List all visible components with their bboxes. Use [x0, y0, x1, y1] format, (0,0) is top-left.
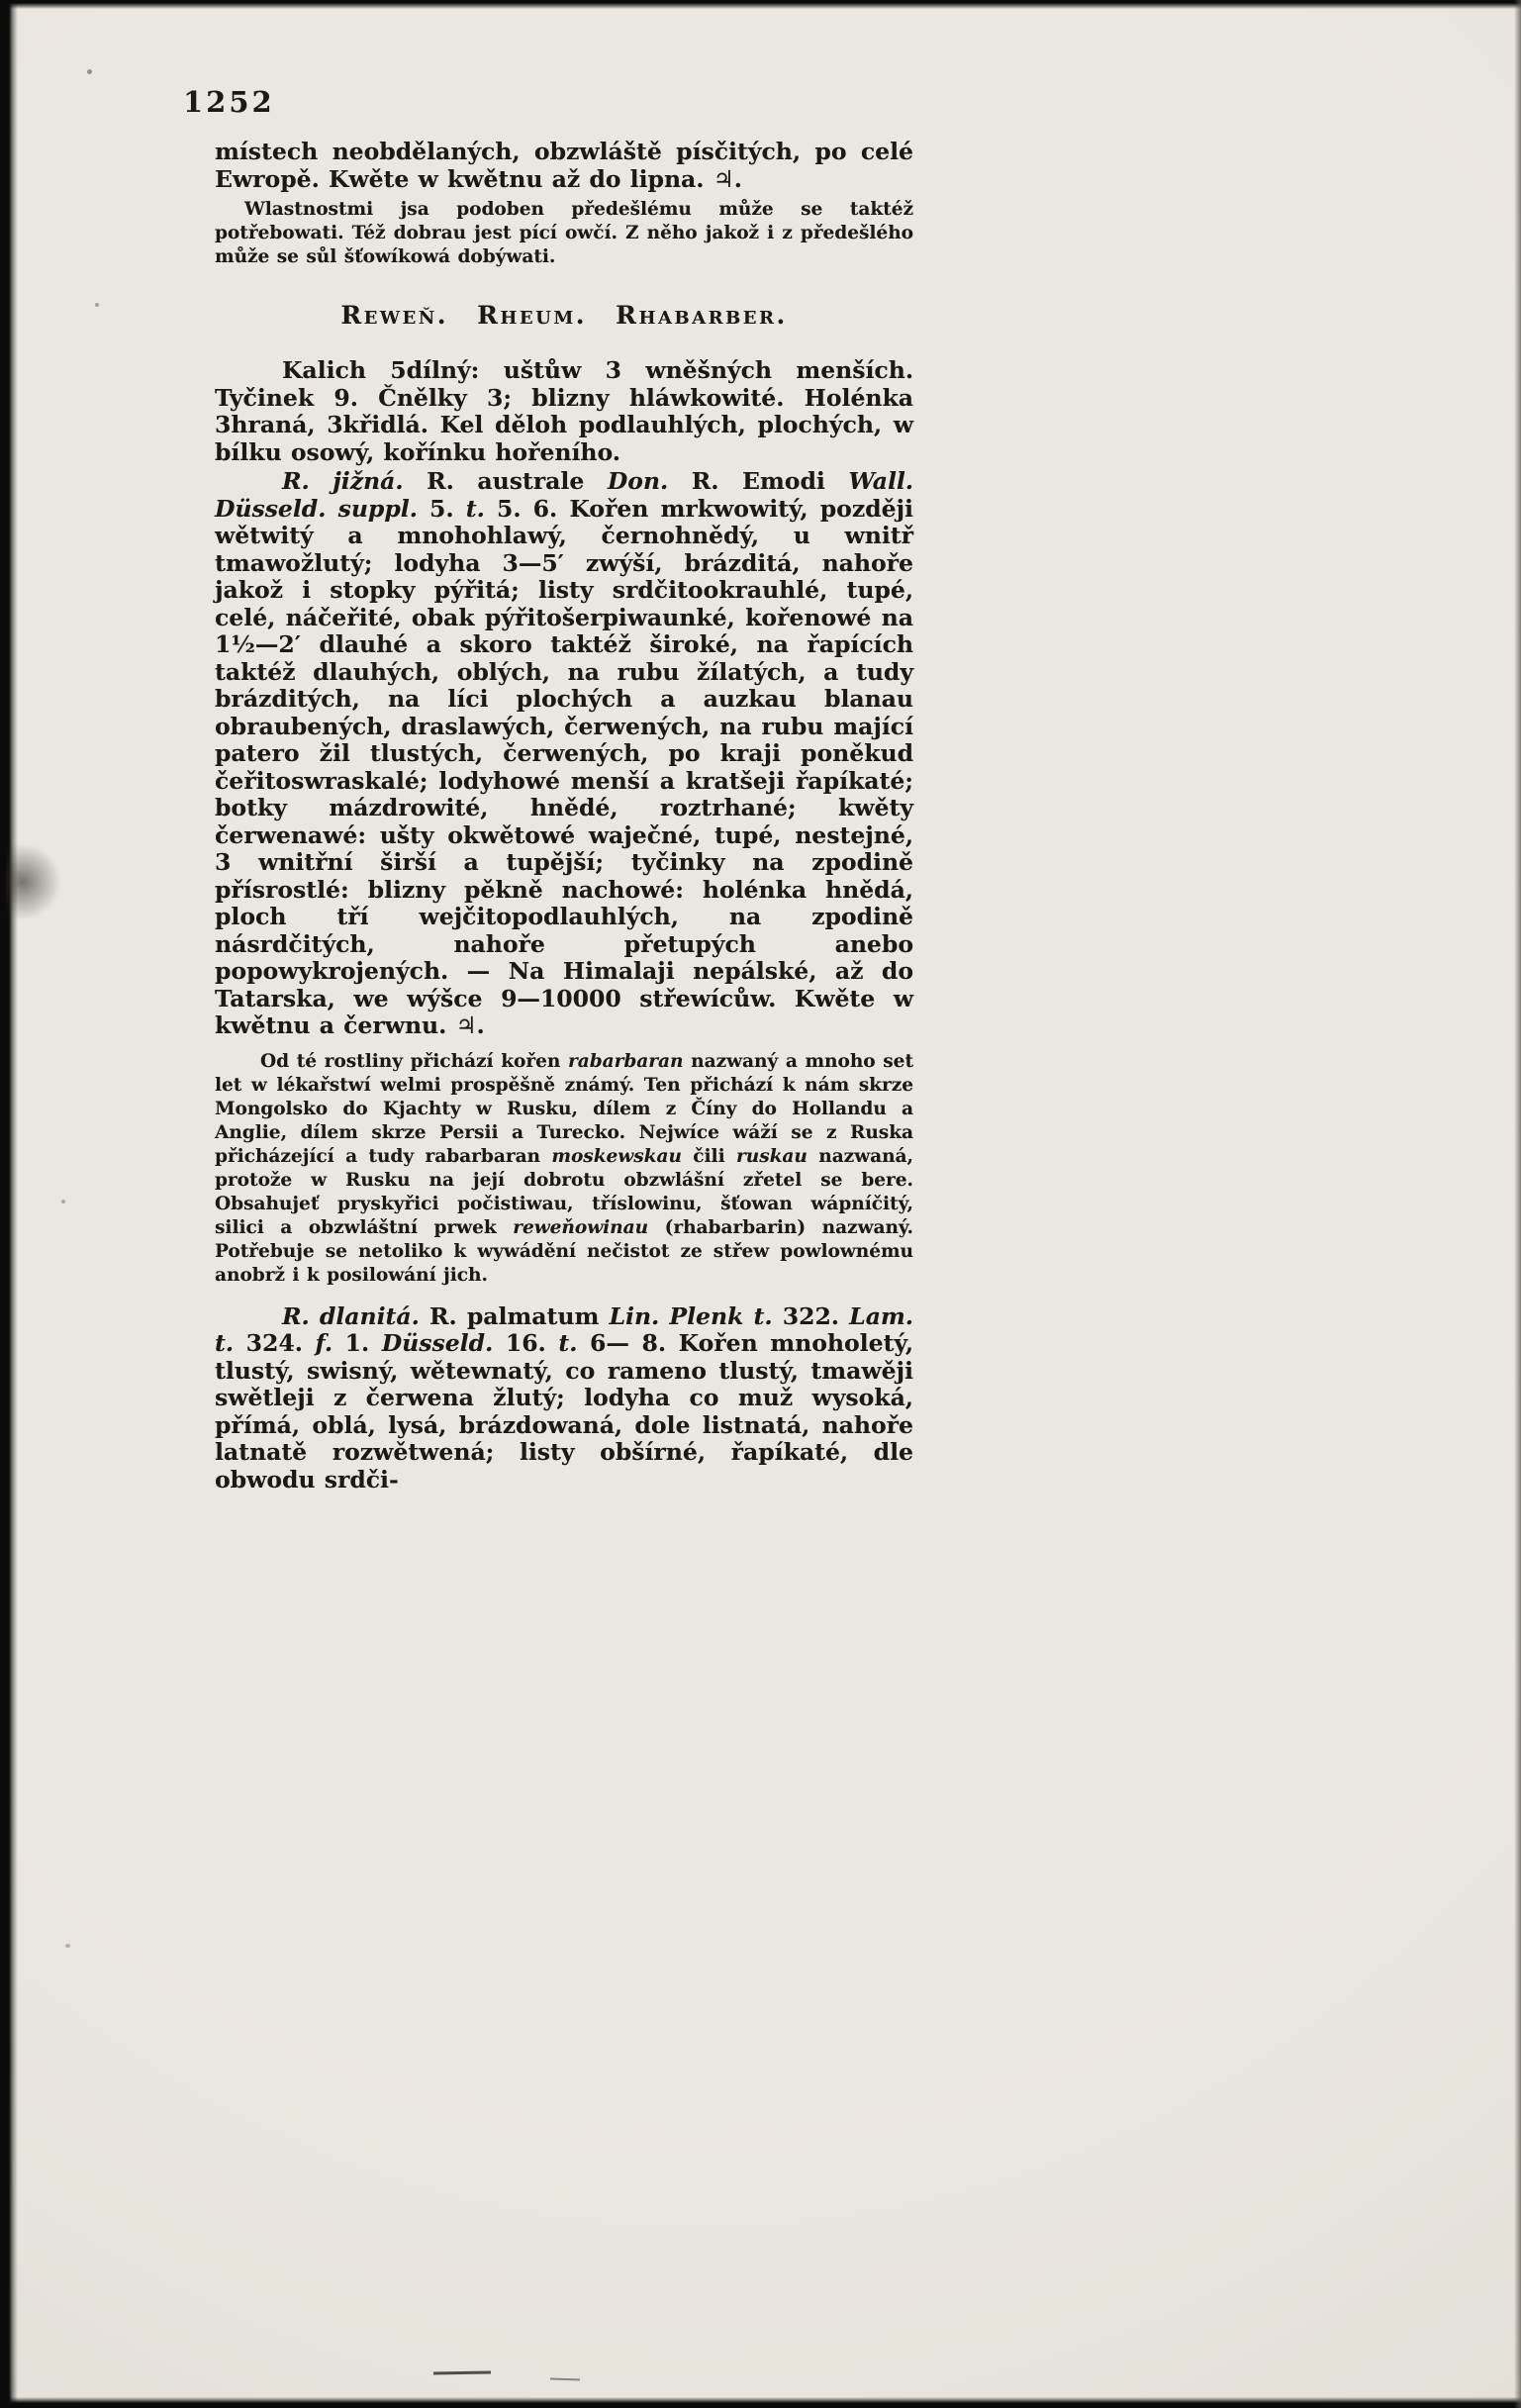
text-segment: moskewskau	[551, 1145, 682, 1167]
ink-speck	[65, 1944, 70, 1948]
text-segment: 324.	[234, 1329, 316, 1357]
ink-speck	[95, 303, 99, 307]
scan-edge-top	[0, 0, 1521, 9]
scan-edge-bottom	[0, 2397, 1521, 2408]
text-segment: R. jižná.	[282, 467, 404, 495]
genus-description-paragraph	[215, 357, 913, 466]
species-palmatum-paragraph	[215, 1303, 913, 1494]
text-segment: Düsseld.	[381, 1329, 494, 1357]
text-segment: (rhabarbarin) nazwaný. Potřebuje se netoliko k wywádění nečistot ze střew powlownému anobrž i k posilowání jich.	[215, 1216, 913, 1286]
text-segment: R. australe	[403, 467, 608, 495]
ink-speck	[61, 1200, 65, 1204]
text-segment: rabarbaran	[567, 1050, 684, 1072]
text-segment: Kalich 5dílný: uštůw 3 wněšných menších. Tyčinek 9. Čnělky 3; blizny hláwkowité. Holénka 3hraná, 3křidlá. Kel děloh podlauhlých, plochých, w bílku osowý, kořínku hořeního.	[215, 356, 913, 466]
text-segment: reweňowinau	[513, 1216, 649, 1238]
scan-artifact-mark	[433, 2370, 491, 2374]
text-segment: 1.	[333, 1329, 382, 1357]
text-segment: R. dlanitá.	[282, 1301, 420, 1330]
text-segment: 5.	[417, 494, 466, 523]
rhubarb-trade-note	[215, 1050, 913, 1288]
page-number: 1252	[183, 85, 275, 119]
text-block	[215, 139, 913, 1493]
section-heading: Reweň. Rheum. Rhabarber.	[340, 301, 788, 330]
text-segment: čili	[681, 1145, 736, 1167]
text-segment: R. Emodi	[668, 467, 849, 495]
text-segment: Don.	[607, 467, 669, 495]
text-segment: ruskau	[736, 1145, 808, 1167]
species-australe-paragraph	[215, 468, 913, 1040]
text-segment: místech neobdělaných, obzwláště písčitých, po celé Ewropě. Kwěte w kwětnu až do lipna. ♃.	[215, 138, 913, 193]
text-segment: Wlastnostmi jsa podoben předešlému může se taktéž potřebowati. Též dobrau jest pící owčí. Z něho jakož i z předešlého může se sůl šťowíkowá dobýwati.	[215, 199, 913, 267]
continuation-paragraph	[215, 139, 913, 193]
text-segment: Wall. Düsseld. suppl.	[215, 467, 913, 523]
text-segment: 16.	[493, 1329, 559, 1357]
text-segment: nazwaný a mnoho set let w lékařstwí welmi prospěšně známý. Ten přichází k nám skrze Mongolsko do Kjachty w Rusku, dílem z Číny do Hollandu a Anglie, dílem skrze Persii a Turecko. Nejwíce wáží se z Ruska přicházející a tudy rabarbaran	[215, 1050, 913, 1167]
text-segment: Lam. t.	[215, 1301, 913, 1357]
scan-artifact-mark	[550, 2377, 580, 2380]
text-segment: 6— 8. Kořen mnoholetý, tlustý, swisný, wětewnatý, co rameno tlustý, tmawěji swětleji z čerwena žlutý; lodyha co muž wysoká, přímá, oblá, lysá, brázdowaná, dole listnatá, nahoře latnatě rozwětwená; listy obšírné, řapíkaté, dle obwodu srdči-	[215, 1329, 913, 1493]
text-segment: 322.	[772, 1301, 850, 1330]
fodder-note	[215, 198, 913, 269]
scan-edge-left	[0, 0, 18, 2408]
text-segment: nazwaná, protože w Rusku na její dobrotu obzwlášní zřetel se bere. Obsahujeť pryskyřici počistiwau, tříslowinu, šťowan wápníčitý, silici a obzwláštní prwek	[215, 1145, 913, 1238]
ink-smudge	[6, 843, 61, 920]
text-segment: R. palmatum	[419, 1301, 610, 1330]
text-segment: f.	[315, 1329, 333, 1357]
ink-speck	[87, 69, 92, 74]
scan-edge-right	[1514, 0, 1521, 2408]
text-segment: 5. 6. Kořen mrkwowitý, později wětwitý a mnohohlawý, černohnědý, u wnitř tmawožlutý; lodyha 3—5′ zwýší, brázditá, nahoře jakož i stopky pýřitá; listy srdčitookrauhlé, tupé, celé, náčeřité, obak pýřitošerpiwaunké, kořenowé na 1½—2′ dlauhé a skoro taktéž široké, na řapících taktéž dlauhých, oblých, na rubu žílatých, a tudy brázditých, na líci plochých a auzkau blanau obraubených, draslawých, čerwených, na rubu mající patero žil tlustých, čerwených, po kraji poněkud čeřitoswraskalé; lodyhowé menší a kratšeji řapíkaté; botky mázdrowité, hnědé, roztrhané; kwěty čerwenawé: ušty okwětowé waječné, tupé, nestejné, 3 wnitřní širší a tupější; tyčinky na zpodině přísrostlé: blizny pěkně nachowé: holénka hnědá, ploch tří wejčitopodlauhlých, na zpodině násrdčitých, nahoře přetupých anebo popowykrojených. — Na Himalaji nepálské, až do Tatarska, we wýšce 9—10000 střewícůw. Kwěte w kwětnu a čerwnu. ♃.	[215, 494, 913, 1039]
text-segment: Od té rostliny přichází kořen	[260, 1050, 568, 1072]
text-segment: t.	[465, 494, 485, 523]
text-segment: Lin. Plenk t.	[609, 1301, 773, 1330]
text-segment: t.	[558, 1329, 578, 1357]
